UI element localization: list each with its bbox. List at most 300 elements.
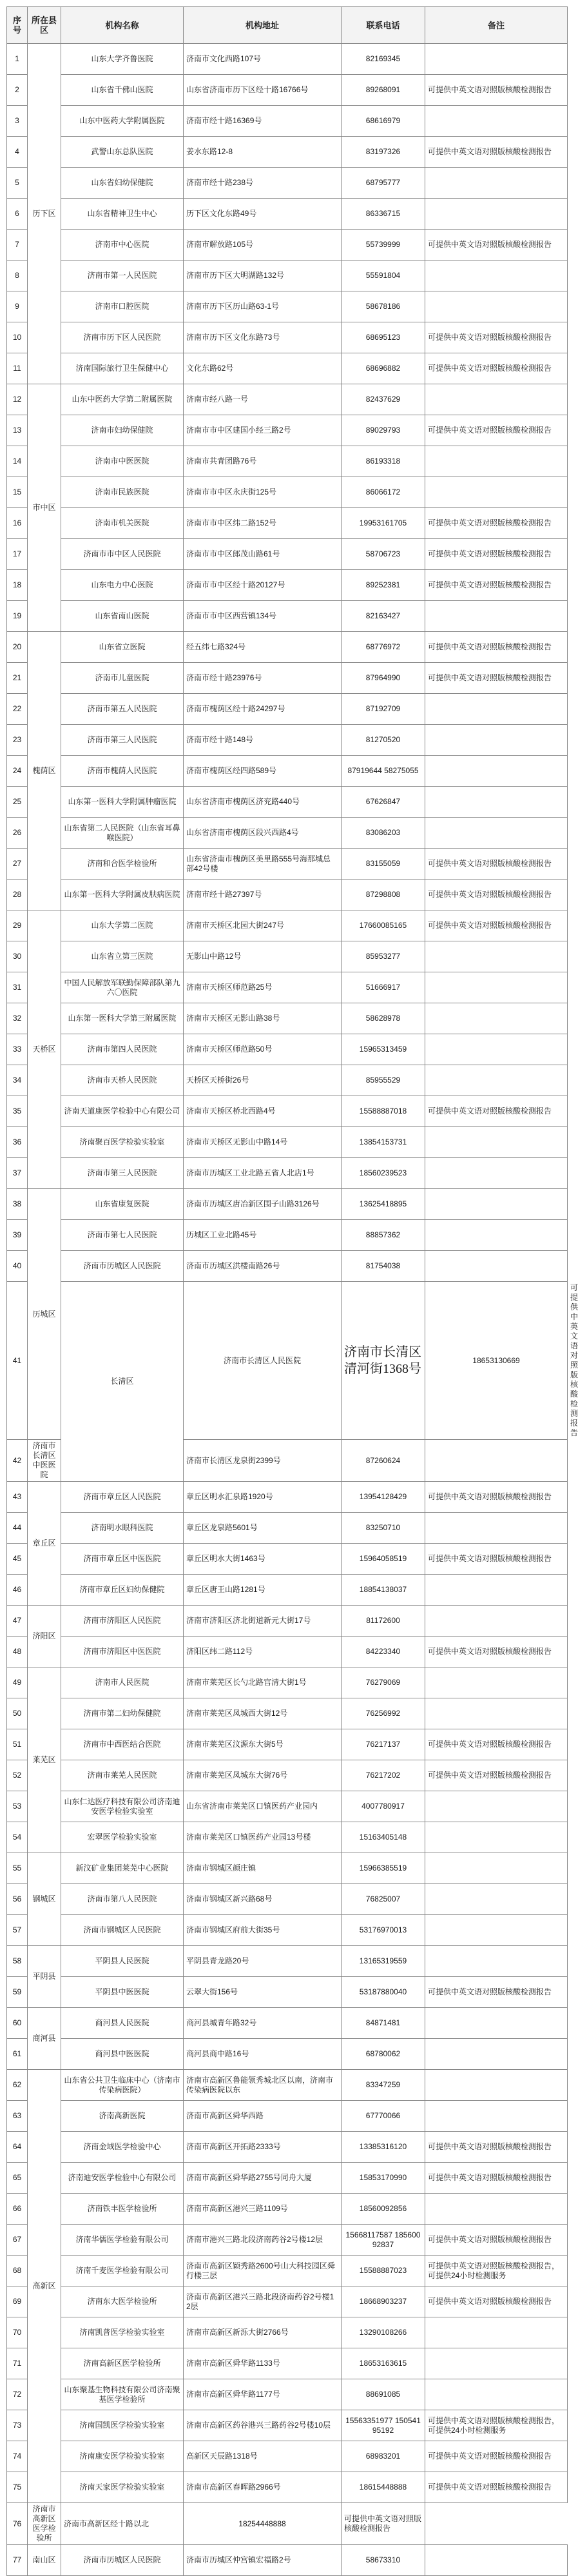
row-no: 56 [7,1884,28,1915]
row-note: 可提供中英文语对照版核酸检测报告 [425,2441,568,2472]
row-phone: 86193318 [342,446,425,477]
row-address: 济阳区纬二路112号 [184,1637,342,1667]
row-phone: 68776972 [342,632,425,663]
row-address: 文化东路62号 [184,353,342,384]
row-no: 41 [7,1282,28,1440]
row-name: 武警山东总队医院 [61,137,184,168]
row-no: 8 [7,261,28,291]
table-row [7,601,568,632]
row-note [425,1189,568,1220]
row-phone: 88691085 [342,2379,425,2410]
row-phone: 76217137 [342,1729,425,1760]
row-note [425,818,568,849]
row-no: 59 [7,1977,28,2008]
row-address: 历下区文化东路49号 [184,199,342,230]
row-note [425,1884,568,1915]
table-row [7,1729,568,1760]
table-row [7,663,568,694]
row-name: 济南市第一人民医院 [61,261,184,291]
table-row [7,1003,568,1034]
row-phone: 85953277 [342,941,425,972]
row-note [425,1791,568,1822]
row-no: 9 [7,291,28,322]
row-note [425,2101,568,2132]
row-name: 山东省立医院 [61,632,184,663]
row-address: 济南市莱芜区口镇医药产业园13号楼 [184,1822,342,1853]
row-address: 济南市市中区郎茂山路61号 [184,539,342,570]
row-address: 章丘区龙泉路5601号 [184,1513,342,1544]
row-no: 22 [7,694,28,725]
row-name: 济南市长清区中医医院 [28,1440,61,1482]
row-phone: 68983201 [342,2441,425,2472]
table-row [7,2163,568,2194]
header-no: 序号 [7,7,28,44]
row-no: 45 [7,1544,28,1575]
row-phone: 86066172 [342,477,425,508]
row-no: 6 [7,199,28,230]
row-phone: 67626847 [342,787,425,818]
row-phone: 83347259 [342,2070,425,2101]
row-address: 济南市莱芜区长勺北路宫清大街1号 [184,1667,342,1698]
row-address: 平阴县青龙路20号 [184,1946,342,1977]
row-address: 济南市天桥区北园大街247号 [184,910,342,941]
row-address: 济南市历下区文化东路73号 [184,322,342,353]
table-row [7,1822,568,1853]
table-row [7,353,568,384]
table-row [7,632,568,663]
row-no: 39 [7,1220,28,1251]
row-address: 济南市经十路23976号 [184,663,342,694]
row-note: 可提供中英文语对照版核酸检测报告 [425,632,568,663]
row-no: 67 [7,2225,28,2256]
row-no: 71 [7,2348,28,2379]
table-row [7,2503,568,2545]
row-no: 57 [7,1915,28,1946]
row-no: 58 [7,1946,28,1977]
row-address: 姜水东路12-8 [184,137,342,168]
row-address: 济南市市中区纬二路152号 [184,508,342,539]
row-note [425,1513,568,1544]
row-no: 63 [7,2101,28,2132]
row-no: 27 [7,849,28,880]
row-phone: 82169345 [342,44,425,75]
row-note: 可提供中英文语对照版核酸检测报告 [425,322,568,353]
row-no: 32 [7,1003,28,1034]
table-row [7,941,568,972]
row-no: 46 [7,1575,28,1606]
table-row [7,446,568,477]
row-address: 济南市天桥区师范路25号 [184,972,342,1003]
row-note [425,1915,568,1946]
table-row [7,291,568,322]
row-address: 章丘区明水汇泉路1920号 [184,1482,342,1513]
row-address: 济南市高新区舜华路1133号 [184,2348,342,2379]
row-note [425,2317,568,2348]
row-no: 74 [7,2441,28,2472]
row-phone: 15588887023 [342,2256,425,2286]
row-no: 40 [7,1251,28,1282]
row-note [425,972,568,1003]
row-address: 济南市历城区仲宫镇宏福路2号 [184,2545,342,2576]
row-address: 济南市高新区港兴三路1109号 [184,2194,342,2225]
row-phone: 15163405148 [342,1822,425,1853]
row-name: 济南市槐荫人民医院 [61,756,184,787]
row-note [425,2039,568,2070]
table-row [7,787,568,818]
row-phone: 13954128429 [342,1482,425,1513]
table-row [7,1096,568,1127]
row-name: 济南市历城区人民医院 [61,2545,184,2576]
row-note: 可提供中英文语对照版核酸检测报告 [425,2472,568,2503]
row-address: 商河县商中路16号 [184,2039,342,2070]
row-address: 无影山中路12号 [184,941,342,972]
row-phone: 55591804 [342,261,425,291]
row-phone: 13290108266 [342,2317,425,2348]
row-no: 66 [7,2194,28,2225]
table-row [7,725,568,756]
row-no: 30 [7,941,28,972]
row-address: 云翠大街156号 [184,1977,342,2008]
table-row [7,849,568,880]
row-name: 山东聚基生物科技有限公司济南聚基医学检验所 [61,2379,184,2410]
row-no: 50 [7,1698,28,1729]
row-address: 济南市经十路27397号 [184,880,342,910]
table-row [7,2008,568,2039]
row-phone: 68795777 [342,168,425,199]
row-note: 可提供中英文语对照版核酸检测报告 [425,1482,568,1513]
row-name: 山东省第二人民医院（山东省耳鼻喉医院） [61,818,184,849]
row-address: 济南市高新区药谷港兴三路药谷2号楼10层 [184,2410,342,2441]
row-phone: 18653130669 [425,1282,568,1440]
row-phone: 81270520 [342,725,425,756]
row-phone: 87298808 [342,880,425,910]
row-district: 钢城区 [28,1853,61,1946]
row-district: 济阳区 [28,1606,61,1667]
row-phone: 89029793 [342,415,425,446]
row-name: 新汶矿业集团莱芜中心医院 [61,1853,184,1884]
row-phone: 15668117587 18560092837 [342,2225,425,2256]
row-name: 中国人民解放军联勤保障部队第九六〇医院 [61,972,184,1003]
row-name: 平阴县中医医院 [61,1977,184,2008]
row-name: 济南市钢城区人民医院 [61,1915,184,1946]
row-phone: 85955529 [342,1065,425,1096]
table-row [7,1513,568,1544]
row-address: 济南市天桥区师范路50号 [184,1034,342,1065]
row-note: 可提供中英文语对照版核酸检测报告，可提供24小时检测服务 [425,2410,568,2441]
table-row [7,1698,568,1729]
row-phone: 83155059 [342,849,425,880]
table-row [7,168,568,199]
row-no: 77 [7,2545,28,2576]
row-phone: 82437629 [342,384,425,415]
table-row [7,1637,568,1667]
row-address: 济南市经十路238号 [184,168,342,199]
row-district: 高新区 [28,2070,61,2503]
row-address: 济南市市中区永庆街125号 [184,477,342,508]
row-district: 章丘区 [28,1482,61,1606]
row-note [425,1606,568,1637]
row-phone: 68696882 [342,353,425,384]
row-address: 济南市市中区建国小经三路2号 [184,415,342,446]
row-note: 可提供中英文语对照版核酸检测报告 [425,1096,568,1127]
row-name: 商河县人民医院 [61,2008,184,2039]
row-note: 可提供中英文语对照版核酸检测报告 [425,2163,568,2194]
table-row [7,477,568,508]
row-note: 可提供中英文语对照版核酸检测报告 [425,880,568,910]
row-note [425,2379,568,2410]
row-phone: 18615448888 [342,2472,425,2503]
row-phone: 87192709 [342,694,425,725]
row-note: 可提供中英文语对照版核酸检测报告 [425,137,568,168]
row-name: 济南市第七人民医院 [61,1220,184,1251]
row-name: 济南市儿童医院 [61,663,184,694]
row-address: 济南市高新区开拓路2333号 [184,2132,342,2163]
row-note [425,1220,568,1251]
row-name: 济南金域医学检验中心 [61,2132,184,2163]
row-name: 济南国凯医学检验实验室 [61,2410,184,2441]
row-phone: 81172600 [342,1606,425,1637]
row-name: 济南市第五人民医院 [61,694,184,725]
row-address: 山东省济南市槐荫区段兴西路4号 [184,818,342,849]
row-phone: 68695123 [342,322,425,353]
row-note [425,1946,568,1977]
row-phone: 88857362 [342,1220,425,1251]
row-note: 可提供中英文语对照版核酸检测报告 [425,415,568,446]
row-phone: 18560239523 [342,1158,425,1189]
row-no: 75 [7,2472,28,2503]
row-name: 济南凯普医学检验实验室 [61,2317,184,2348]
row-phone: 58706723 [342,539,425,570]
row-name: 济南市第三人民医院 [61,725,184,756]
row-phone: 13385316120 [342,2132,425,2163]
table-row [7,910,568,941]
row-no: 70 [7,2317,28,2348]
table-row [7,1158,568,1189]
row-phone: 19953161705 [342,508,425,539]
row-note: 可提供中英文语对照版核酸检测报告 [425,2225,568,2256]
row-address: 高新区天辰路1318号 [184,2441,342,2472]
row-address: 山东省济南市槐荫区济兖路440号 [184,787,342,818]
row-name: 济南聚百医学检验实验室 [61,1127,184,1158]
row-address: 济南市港兴三路北段济南药谷2号楼12层 [184,2225,342,2256]
table-row [7,2286,568,2317]
row-no: 7 [7,230,28,261]
row-address: 济南市高新区新泺大街2766号 [184,2317,342,2348]
row-phone: 76256992 [342,1698,425,1729]
row-no: 52 [7,1760,28,1791]
row-no: 25 [7,787,28,818]
row-note [425,756,568,787]
row-note [425,1440,568,1482]
row-address: 济南市天桥区无影山路38号 [184,1003,342,1034]
header-phone: 联系电话 [342,7,425,44]
row-address: 济南市长清区龙泉街2399号 [184,1440,342,1482]
row-note: 可提供中英文语对照版核酸检测报告 [425,849,568,880]
header-note: 备注 [425,7,568,44]
row-address: 济南市钢城区新兴路68号 [184,1884,342,1915]
table-row [7,539,568,570]
row-name: 济南天家医学检验实验室 [61,2472,184,2503]
row-name: 山东中医药大学第二附属医院 [61,384,184,415]
row-note [425,941,568,972]
row-note: 可提供中英文语对照版核酸检测报告 [425,910,568,941]
row-address: 济南市历下区大明湖路132号 [184,261,342,291]
row-note [425,2008,568,2039]
row-phone: 18254448888 [184,2503,342,2545]
row-phone: 87260624 [342,1440,425,1482]
row-note: 可提供中英文语对照版核酸检测报告 [425,230,568,261]
row-name: 山东第一医科大学附属皮肤病医院 [61,880,184,910]
row-name: 山东第一医科大学附属肿瘤医院 [61,787,184,818]
row-no: 10 [7,322,28,353]
row-note [425,1575,568,1606]
row-address: 济南市高新区舜华西路 [184,2101,342,2132]
table-row [7,972,568,1003]
table-row [7,2472,568,2503]
table-row [7,137,568,168]
table-row [7,818,568,849]
row-name: 济南千麦医学检验有限公司 [61,2256,184,2286]
row-note: 可提供中英文语对照版核酸检测报告 [425,2286,568,2317]
row-no: 69 [7,2286,28,2317]
row-address: 济南市济阳区济北街道新元大街17号 [184,1606,342,1637]
row-note: 可提供中英文语对照版核酸检测报告 [425,2132,568,2163]
row-note [425,2348,568,2379]
row-no: 48 [7,1637,28,1667]
table-row [7,2225,568,2256]
row-phone: 68780062 [342,2039,425,2070]
row-address: 章丘区唐王山路1281号 [184,1575,342,1606]
row-district: 槐荫区 [28,632,61,910]
table-row [7,694,568,725]
row-note [425,291,568,322]
row-name: 山东省康复医院 [61,1189,184,1220]
row-no: 18 [7,570,28,601]
row-name: 济南市妇幼保健院 [61,415,184,446]
row-note [425,168,568,199]
table-row [7,508,568,539]
row-no: 2 [7,75,28,106]
row-address: 济南市天桥区无影山中路14号 [184,1127,342,1158]
row-note [425,1003,568,1034]
row-name: 宏翠医学检验实验室 [61,1822,184,1853]
row-address: 济南市莱芜区凤城西大街12号 [184,1698,342,1729]
row-name: 济南市第八人民医院 [61,1884,184,1915]
row-phone: 68616979 [342,106,425,137]
row-address: 济南市槐荫区经四路589号 [184,756,342,787]
row-note [425,384,568,415]
row-note [425,2070,568,2101]
row-phone: 76217202 [342,1760,425,1791]
row-no: 60 [7,2008,28,2039]
row-note [425,44,568,75]
row-no: 65 [7,2163,28,2194]
row-district: 莱芜区 [28,1667,61,1853]
row-phone: 15964058519 [342,1544,425,1575]
row-no: 44 [7,1513,28,1544]
row-no: 26 [7,818,28,849]
header-district: 所在县区 [28,7,61,44]
row-address: 济南市历城区唐冶新区围子山路3126号 [184,1189,342,1220]
row-phone: 84871481 [342,2008,425,2039]
table-row [7,230,568,261]
row-name: 济南市第四人民医院 [61,1034,184,1065]
row-no: 61 [7,2039,28,2070]
row-no: 17 [7,539,28,570]
table-row [7,1946,568,1977]
row-address: 山东省济南市槐荫区美里路555号海那城总部42号楼 [184,849,342,880]
row-phone: 15853170990 [342,2163,425,2194]
row-address: 济南市高新区港兴三路北段济南药谷2号楼12层 [184,2286,342,2317]
row-no: 49 [7,1667,28,1698]
row-name: 山东中医药大学附属医院 [61,106,184,137]
row-note [425,725,568,756]
row-address: 济南市市中区经十路20127号 [184,570,342,601]
row-name: 济南天道康医学检验中心有限公司 [61,1096,184,1127]
row-no: 53 [7,1791,28,1822]
table-row [7,2317,568,2348]
row-name: 济南市高新区医学检验所 [28,2503,61,2545]
row-note [425,1667,568,1698]
row-no: 33 [7,1034,28,1065]
row-note [425,2194,568,2225]
row-district: 商河县 [28,2008,61,2070]
row-address: 济南市莱芜区凤城东大街76号 [184,1760,342,1791]
row-address: 济南市长清区清河街1368号 [342,1282,425,1440]
row-note [425,1127,568,1158]
row-note: 可提供中英文语对照版核酸检测报告 [425,1977,568,2008]
row-name: 济南市长清区人民医院 [184,1282,342,1440]
row-name: 平阴县人民医院 [61,1946,184,1977]
row-address: 济南市市中区西营镇134号 [184,601,342,632]
row-no: 51 [7,1729,28,1760]
row-note [425,694,568,725]
row-phone: 53187880040 [342,1977,425,2008]
table-row [7,2070,568,2101]
row-name: 济南市济阳区中医医院 [61,1637,184,1667]
row-name: 济南明水眼科医院 [61,1513,184,1544]
row-note [425,1251,568,1282]
row-name: 商河县中医医院 [61,2039,184,2070]
table-header-row [7,7,568,44]
row-address: 济南市解放路105号 [184,230,342,261]
row-note: 可提供中英文语对照版核酸检测报告 [425,539,568,570]
row-name: 济南迪安医学检验中心有限公司 [61,2163,184,2194]
table-row [7,1977,568,2008]
table-row [7,756,568,787]
row-no: 31 [7,972,28,1003]
row-phone: 15965313459 [342,1034,425,1065]
row-phone: 18668903237 [342,2286,425,2317]
row-note: 可提供中英文语对照版核酸检测报告 [425,75,568,106]
institution-table [6,6,578,2576]
row-no: 54 [7,1822,28,1853]
row-note [425,1698,568,1729]
row-phone: 58673310 [342,2545,425,2576]
row-no: 12 [7,384,28,415]
table-row [7,44,568,75]
row-address: 济南市历下区历山路63-1号 [184,291,342,322]
row-name: 济南铁丰医学检验所 [61,2194,184,2225]
row-address: 历城区工业北路45号 [184,1220,342,1251]
row-name: 山东省千佛山医院 [61,75,184,106]
row-no: 21 [7,663,28,694]
row-no: 20 [7,632,28,663]
row-no: 11 [7,353,28,384]
row-address: 济南市高新区舜华路2755号同舟大厦 [184,2163,342,2194]
table-row [7,2101,568,2132]
row-name: 济南市济阳区人民医院 [61,1606,184,1637]
